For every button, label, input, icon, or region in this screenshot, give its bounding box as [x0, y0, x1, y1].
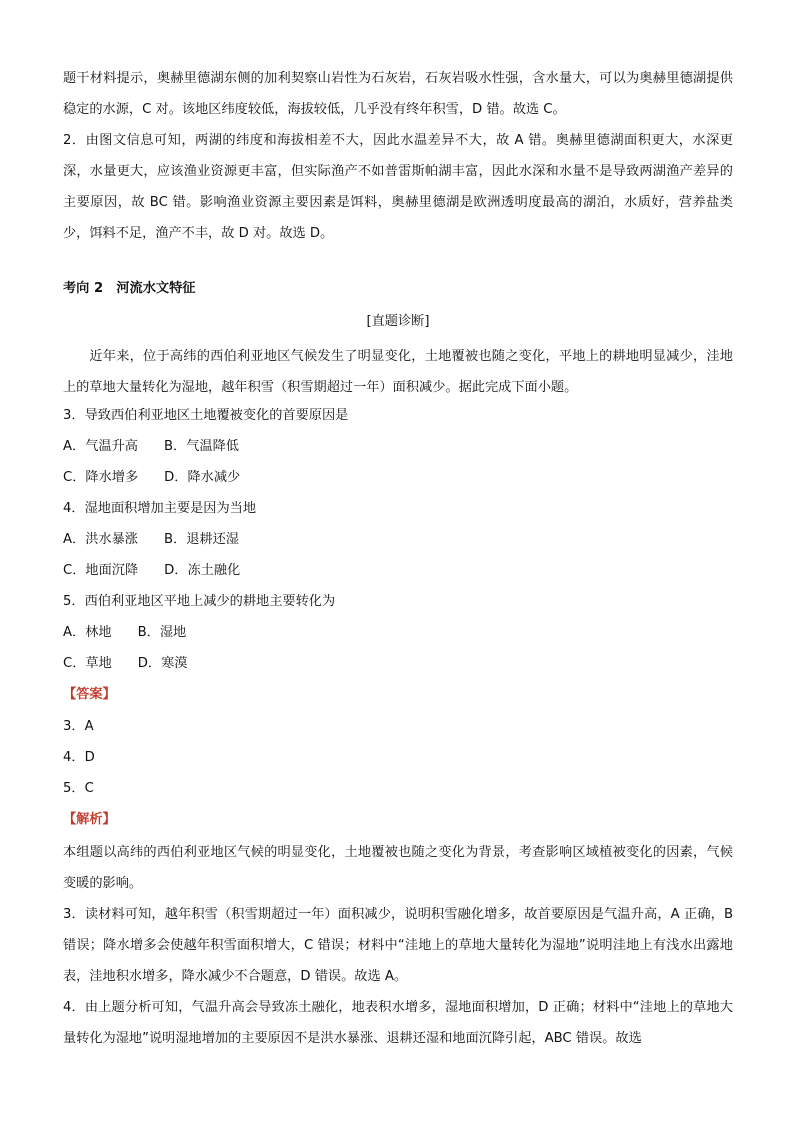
question-5-option-c: C．草地 [63, 656, 112, 671]
question-4-option-d: D．冻土融化 [164, 563, 241, 578]
question-3-option-a: A．气温升高 [63, 439, 138, 454]
diagnosis-label: [直题诊断] [366, 314, 430, 329]
answer-5: 5．C [63, 781, 94, 796]
question-5-stem: 5．西伯利亚地区平地上减少的耕地主要转化为 [63, 594, 336, 609]
question-4-options-row-1 [63, 530, 239, 550]
question-3-option-d: D．降水减少 [164, 470, 241, 485]
question-4-option-c: C．地面沉降 [63, 563, 139, 578]
answer-4: 4．D [63, 750, 95, 765]
question-5-options-row-1 [63, 623, 186, 643]
analysis-label: 【解析】 [63, 812, 116, 827]
analysis-paragraph-prev-2: 2．由图文信息可知，两湖的纬度和海拔相差不大，因此水温差异不大，故 A 错。奥赫里德湖面积更大，水深更深，水量更大，应该渔业资源更丰富，但实际渔产不如普雷斯帕湖丰富，因此水深和水量不是导致两湖渔产差异的主要原因，故 BC 错。影响渔业资源主要因素是饵料，奥赫里德湖是欧洲透明度最高的湖泊，水质好，营养盐类少，饵料不足，渔产不丰，故 D 对。故选 D。 [63, 133, 733, 241]
section-title: 考向 2 河流水文特征 [63, 281, 196, 296]
analysis-question-3: 3．读材料可知，越年积雪（积雪期超过一年）面积减少，说明积雪融化增多，故首要原因是气温升高，A 正确，B 错误；降水增多会使越年积雪面积增大，C 错误；材料中“洼地上的草地大量转化为湿地”说明洼地上有浅水出露地表，洼地积水增多，降水减少不合题意，D 错误。故选 A。 [63, 907, 733, 984]
question-3-options-row-2 [63, 468, 240, 488]
question-4-option-a: A．洪水暴涨 [63, 532, 138, 547]
analysis-question-4: 4．由上题分析可知，气温升高会导致冻土融化，地表积水增多，湿地面积增加，D 正确；材料中“洼地上的草地大量转化为湿地”说明湿地增加的主要原因不是洪水暴涨、退耕还湿和地面沉降引起，ABC 错误。故选 [63, 1000, 733, 1046]
analysis-intro: 本组题以高纬的西伯利亚地区气候的明显变化，土地覆被也随之变化为背景，考查影响区域植被变化的因素，气候变暖的影响。 [63, 845, 733, 891]
question-5-option-d: D．寒漠 [137, 656, 188, 671]
question-3-option-c: C．降水增多 [63, 470, 139, 485]
question-3-stem: 3．导致西伯利亚地区土地覆被变化的首要原因是 [63, 408, 349, 423]
question-4-option-b: B．退耕还湿 [163, 532, 239, 547]
question-3-option-b: B．气温降低 [163, 439, 239, 454]
material-paragraph: 近年来，位于高纬的西伯利亚地区气候发生了明显变化，土地覆被也随之变化，平地上的耕地明显减少，洼地上的草地大量转化为湿地，越年积雪（积雪期超过一年）面积减少。据此完成下面小题。 [63, 349, 733, 395]
analysis-paragraph-prev-1: 题干材料提示，奥赫里德湖东侧的加利契察山岩性为石灰岩，石灰岩吸水性强，含水量大，可以为奥赫里德湖提供稳定的水源，C 对。该地区纬度较低，海拔较低，几乎没有终年积雪，D 错。故选 C。 [63, 71, 733, 117]
question-5-options-row-2 [63, 654, 188, 674]
question-5-option-a: A．林地 [63, 625, 112, 640]
question-3-options-row-1 [63, 437, 239, 457]
question-4-stem: 4．湿地面积增加主要是因为当地 [63, 501, 257, 516]
question-5-option-b: B．湿地 [137, 625, 187, 640]
answer-label: 【答案】 [63, 687, 116, 702]
answer-3: 3．A [63, 719, 94, 734]
question-4-options-row-2 [63, 561, 240, 581]
